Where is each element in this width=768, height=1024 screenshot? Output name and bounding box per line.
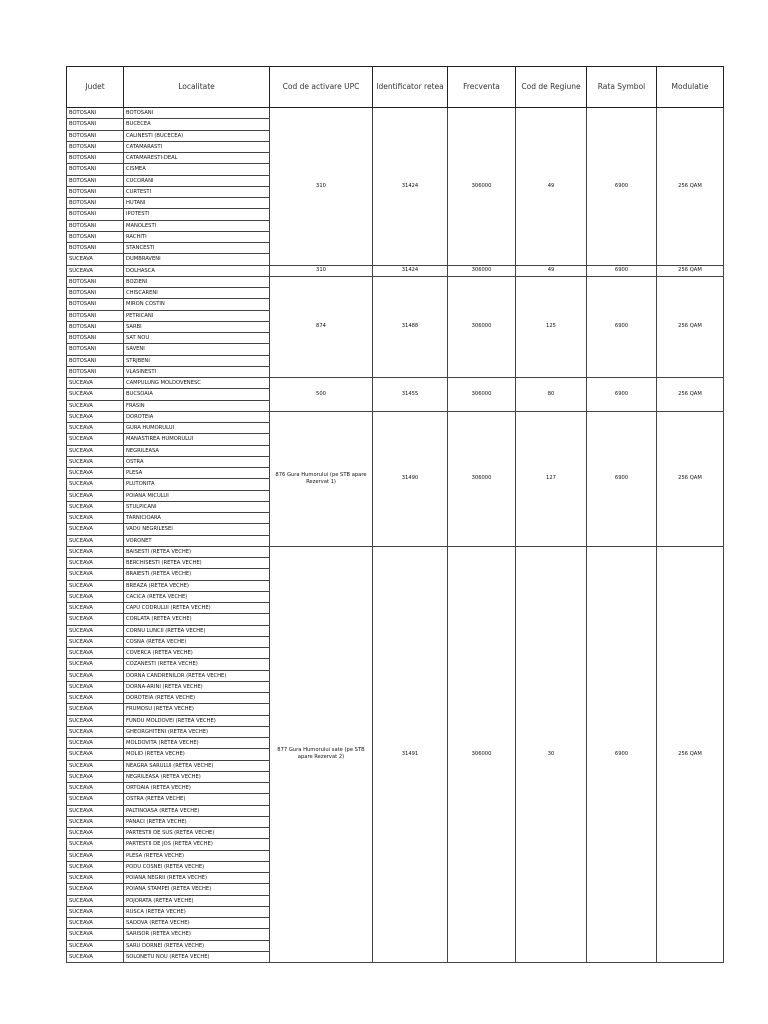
judet-cell: BOTOSANI [67,220,124,231]
judet-cell: SUCEAVA [67,445,124,456]
judet-cell: SUCEAVA [67,783,124,794]
localitate-cell: SARISOR (RETEA VECHE) [124,929,270,940]
localitate-cell: CAPU CODRULUI (RETEA VECHE) [124,603,270,614]
judet-cell: SUCEAVA [67,681,124,692]
frecventa-cell: 306000 [448,108,516,266]
judet-cell: SUCEAVA [67,614,124,625]
localitate-cell: MOLID (RETEA VECHE) [124,749,270,760]
localitate-cell: BOTOSANI [124,108,270,119]
table-header [67,67,724,108]
channel-table [66,66,724,963]
localitate-cell: PLESA (RETEA VECHE) [124,850,270,861]
judet-cell: SUCEAVA [67,749,124,760]
judet-cell: SUCEAVA [67,828,124,839]
judet-cell: SUCEAVA [67,490,124,501]
localitate-cell: CATAMARESTI-DEAL [124,153,270,164]
localitate-cell: VORONET [124,535,270,546]
cod-activare-cell: 310 [270,108,373,266]
frecventa-cell: 306000 [448,378,516,412]
localitate-cell: STANCESTI [124,243,270,254]
localitate-cell: DOROTEIA (RETEA VECHE) [124,693,270,704]
localitate-cell: TARNICIOARA [124,513,270,524]
judet-cell: SUCEAVA [67,603,124,614]
localitate-cell: FRUMOSU (RETEA VECHE) [124,704,270,715]
localitate-cell: MANOLESTI [124,220,270,231]
table-body [67,108,724,963]
judet-cell: BOTOSANI [67,209,124,220]
cod-regiune-cell: 127 [516,411,587,546]
judet-cell: SUCEAVA [67,501,124,512]
judet-cell: SUCEAVA [67,513,124,524]
table-row [67,411,724,422]
localitate-cell: CORNU LUNCII (RETEA VECHE) [124,625,270,636]
localitate-cell: SOLONETU NOU (RETEA VECHE) [124,951,270,962]
judet-cell: SUCEAVA [67,738,124,749]
localitate-cell: RACHITI [124,231,270,242]
localitate-cell: SARBI [124,321,270,332]
header-identificator: Identificator retea [373,67,448,108]
header-cod-activare: Cod de activare UPC [270,67,373,108]
localitate-cell: SARU DORNEI (RETEA VECHE) [124,940,270,951]
localitate-cell: COZANESTI (RETEA VECHE) [124,659,270,670]
judet-cell: BOTOSANI [67,344,124,355]
cod-activare-cell: 876 Gura Humorului (pe STB apare Rezervat 1) [270,411,373,546]
judet-cell: SUCEAVA [67,625,124,636]
judet-cell: SUCEAVA [67,670,124,681]
judet-cell: SUCEAVA [67,940,124,951]
modulatie-cell: 256 QAM [657,378,724,412]
cod-regiune-cell: 125 [516,276,587,377]
judet-cell: SUCEAVA [67,760,124,771]
localitate-cell: CUCORANI [124,175,270,186]
localitate-cell: COVERCA (RETEA VECHE) [124,648,270,659]
localitate-cell: PARTESTII DE SUS (RETEA VECHE) [124,828,270,839]
identificator-cell: 31455 [373,378,448,412]
identificator-cell: 31424 [373,265,448,276]
judet-cell: SUCEAVA [67,850,124,861]
localitate-cell: BUCSOAIA [124,389,270,400]
judet-cell: BOTOSANI [67,119,124,130]
localitate-cell: DORNA CANDRENILOR (RETEA VECHE) [124,670,270,681]
judet-cell: BOTOSANI [67,321,124,332]
table-row [67,108,724,119]
judet-cell: BOTOSANI [67,141,124,152]
rata-symbol-cell: 6900 [587,546,657,962]
localitate-cell: COSNA (RETEA VECHE) [124,636,270,647]
modulatie-cell: 256 QAM [657,108,724,266]
judet-cell: BOTOSANI [67,108,124,119]
localitate-cell: ORTOAIA (RETEA VECHE) [124,783,270,794]
rata-symbol-cell: 6900 [587,108,657,266]
judet-cell: SUCEAVA [67,591,124,602]
frecventa-cell: 306000 [448,546,516,962]
rata-symbol-cell: 6900 [587,276,657,377]
judet-cell: SUCEAVA [67,456,124,467]
localitate-cell: PLUTONITA [124,479,270,490]
localitate-cell: CORLATA (RETEA VECHE) [124,614,270,625]
localitate-cell: STRJBENI [124,355,270,366]
localitate-cell: BAISESTI (RETEA VECHE) [124,546,270,557]
judet-cell: BOTOSANI [67,355,124,366]
localitate-cell: RUSCA (RETEA VECHE) [124,906,270,917]
localitate-cell: FUNDU MOLDOVEI (RETEA VECHE) [124,715,270,726]
table-row [67,276,724,287]
judet-cell: SUCEAVA [67,580,124,591]
frecventa-cell: 306000 [448,265,516,276]
localitate-cell: STULPICANI [124,501,270,512]
header-frecventa: Frecventa [448,67,516,108]
localitate-cell: POJORATA (RETEA VECHE) [124,895,270,906]
judet-cell: SUCEAVA [67,479,124,490]
judet-cell: BOTOSANI [67,198,124,209]
rata-symbol-cell: 6900 [587,265,657,276]
judet-cell: BOTOSANI [67,276,124,287]
rata-symbol-cell: 6900 [587,378,657,412]
localitate-cell: DUMBRAVENI [124,254,270,265]
localitate-cell: CATAMARASTI [124,141,270,152]
judet-cell: BOTOSANI [67,288,124,299]
localitate-cell: BUCECEA [124,119,270,130]
judet-cell: SUCEAVA [67,423,124,434]
judet-cell: SUCEAVA [67,726,124,737]
modulatie-cell: 256 QAM [657,411,724,546]
judet-cell: BOTOSANI [67,153,124,164]
judet-cell: SUCEAVA [67,254,124,265]
localitate-cell: SADOVA (RETEA VECHE) [124,918,270,929]
judet-cell: SUCEAVA [67,558,124,569]
localitate-cell: MIRON COSTIN [124,299,270,310]
judet-cell: SUCEAVA [67,895,124,906]
localitate-cell: PETRICANI [124,310,270,321]
judet-cell: SUCEAVA [67,918,124,929]
localitate-cell: PARTESTII DE JOS (RETEA VECHE) [124,839,270,850]
modulatie-cell: 256 QAM [657,276,724,377]
localitate-cell: NEGRILEASA [124,445,270,456]
localitate-cell: BRAIESTI (RETEA VECHE) [124,569,270,580]
table-row [67,546,724,557]
localitate-cell: BREAZA (RETEA VECHE) [124,580,270,591]
cod-activare-cell: 877 Gura Humorului sate (pe STB apare Rezervat 2) [270,546,373,962]
cod-regiune-cell: 49 [516,265,587,276]
identificator-cell: 31488 [373,276,448,377]
localitate-cell: PODU COSNEI (RETEA VECHE) [124,861,270,872]
judet-cell: SUCEAVA [67,400,124,411]
judet-cell: BOTOSANI [67,186,124,197]
judet-cell: SUCEAVA [67,771,124,782]
judet-cell: SUCEAVA [67,794,124,805]
cod-regiune-cell: 30 [516,546,587,962]
document-sheet [66,66,723,963]
judet-cell: SUCEAVA [67,693,124,704]
judet-cell: SUCEAVA [67,524,124,535]
judet-cell: BOTOSANI [67,175,124,186]
localitate-cell: FRASIN [124,400,270,411]
judet-cell: SUCEAVA [67,389,124,400]
judet-cell: BOTOSANI [67,231,124,242]
judet-cell: SUCEAVA [67,648,124,659]
localitate-cell: PANACI (RETEA VECHE) [124,816,270,827]
localitate-cell: OSTRA [124,456,270,467]
judet-cell: SUCEAVA [67,884,124,895]
header-modulatie: Modulatie [657,67,724,108]
modulatie-cell: 256 QAM [657,546,724,962]
localitate-cell: IPOTESTI [124,209,270,220]
judet-cell: BOTOSANI [67,243,124,254]
localitate-cell: PALTINOASA (RETEA VECHE) [124,805,270,816]
localitate-cell: MANASTIREA HUMORULUI [124,434,270,445]
localitate-cell: CACICA (RETEA VECHE) [124,591,270,602]
localitate-cell: CURTESTI [124,186,270,197]
frecventa-cell: 306000 [448,276,516,377]
judet-cell: SUCEAVA [67,951,124,962]
judet-cell: SUCEAVA [67,378,124,389]
table-row [67,378,724,389]
judet-cell: SUCEAVA [67,535,124,546]
judet-cell: SUCEAVA [67,265,124,276]
cod-activare-cell: 874 [270,276,373,377]
localitate-cell: DORNA-ARINI (RETEA VECHE) [124,681,270,692]
judet-cell: SUCEAVA [67,636,124,647]
header-judet: Judet [67,67,124,108]
table-row [67,265,724,276]
judet-cell: SUCEAVA [67,411,124,422]
identificator-cell: 31424 [373,108,448,266]
localitate-cell: PLESA [124,468,270,479]
judet-cell: BOTOSANI [67,299,124,310]
cod-regiune-cell: 80 [516,378,587,412]
judet-cell: SUCEAVA [67,861,124,872]
modulatie-cell: 256 QAM [657,265,724,276]
rata-symbol-cell: 6900 [587,411,657,546]
localitate-cell: GHEORGHITENI (RETEA VECHE) [124,726,270,737]
localitate-cell: MOLDOVITA (RETEA VECHE) [124,738,270,749]
judet-cell: BOTOSANI [67,366,124,377]
judet-cell: SUCEAVA [67,546,124,557]
localitate-cell: POIANA STAMPEI (RETEA VECHE) [124,884,270,895]
cod-regiune-cell: 49 [516,108,587,266]
localitate-cell: POIANA MICULUI [124,490,270,501]
localitate-cell: SAVENI [124,344,270,355]
judet-cell: SUCEAVA [67,468,124,479]
judet-cell: SUCEAVA [67,569,124,580]
judet-cell: SUCEAVA [67,659,124,670]
header-localitate: Localitate [124,67,270,108]
frecventa-cell: 306000 [448,411,516,546]
localitate-cell: POIANA NEGRII (RETEA VECHE) [124,873,270,884]
identificator-cell: 31491 [373,546,448,962]
judet-cell: BOTOSANI [67,310,124,321]
localitate-cell: DOROTEIA [124,411,270,422]
judet-cell: SUCEAVA [67,873,124,884]
localitate-cell: NEGRILEASA (RETEA VECHE) [124,771,270,782]
localitate-cell: BERCHISESTI (RETEA VECHE) [124,558,270,569]
judet-cell: BOTOSANI [67,164,124,175]
judet-cell: SUCEAVA [67,816,124,827]
localitate-cell: OSTRA (RETEA VECHE) [124,794,270,805]
header-cod-regiune: Cod de Regiune [516,67,587,108]
localitate-cell: NEAGRA SARULUI (RETEA VECHE) [124,760,270,771]
localitate-cell: CISMEA [124,164,270,175]
localitate-cell: VADU NEGRILESEI [124,524,270,535]
judet-cell: SUCEAVA [67,704,124,715]
localitate-cell: CAMPULUNG MOLDOVENESC [124,378,270,389]
localitate-cell: CHISCARENI [124,288,270,299]
header-rata-symbol: Rata Symbol [587,67,657,108]
localitate-cell: VLASINESTI [124,366,270,377]
judet-cell: SUCEAVA [67,839,124,850]
judet-cell: BOTOSANI [67,333,124,344]
localitate-cell: HUTANI [124,198,270,209]
cod-activare-cell: 310 [270,265,373,276]
localitate-cell: BOZIENI [124,276,270,287]
judet-cell: SUCEAVA [67,434,124,445]
localitate-cell: GURA HUMORULUI [124,423,270,434]
judet-cell: BOTOSANI [67,130,124,141]
localitate-cell: DOLHASCA [124,265,270,276]
localitate-cell: CALINESTI (BUCECEA) [124,130,270,141]
identificator-cell: 31490 [373,411,448,546]
header-row [67,67,724,108]
localitate-cell: SAT NOU [124,333,270,344]
judet-cell: SUCEAVA [67,906,124,917]
judet-cell: SUCEAVA [67,715,124,726]
judet-cell: SUCEAVA [67,929,124,940]
judet-cell: SUCEAVA [67,805,124,816]
cod-activare-cell: 500 [270,378,373,412]
